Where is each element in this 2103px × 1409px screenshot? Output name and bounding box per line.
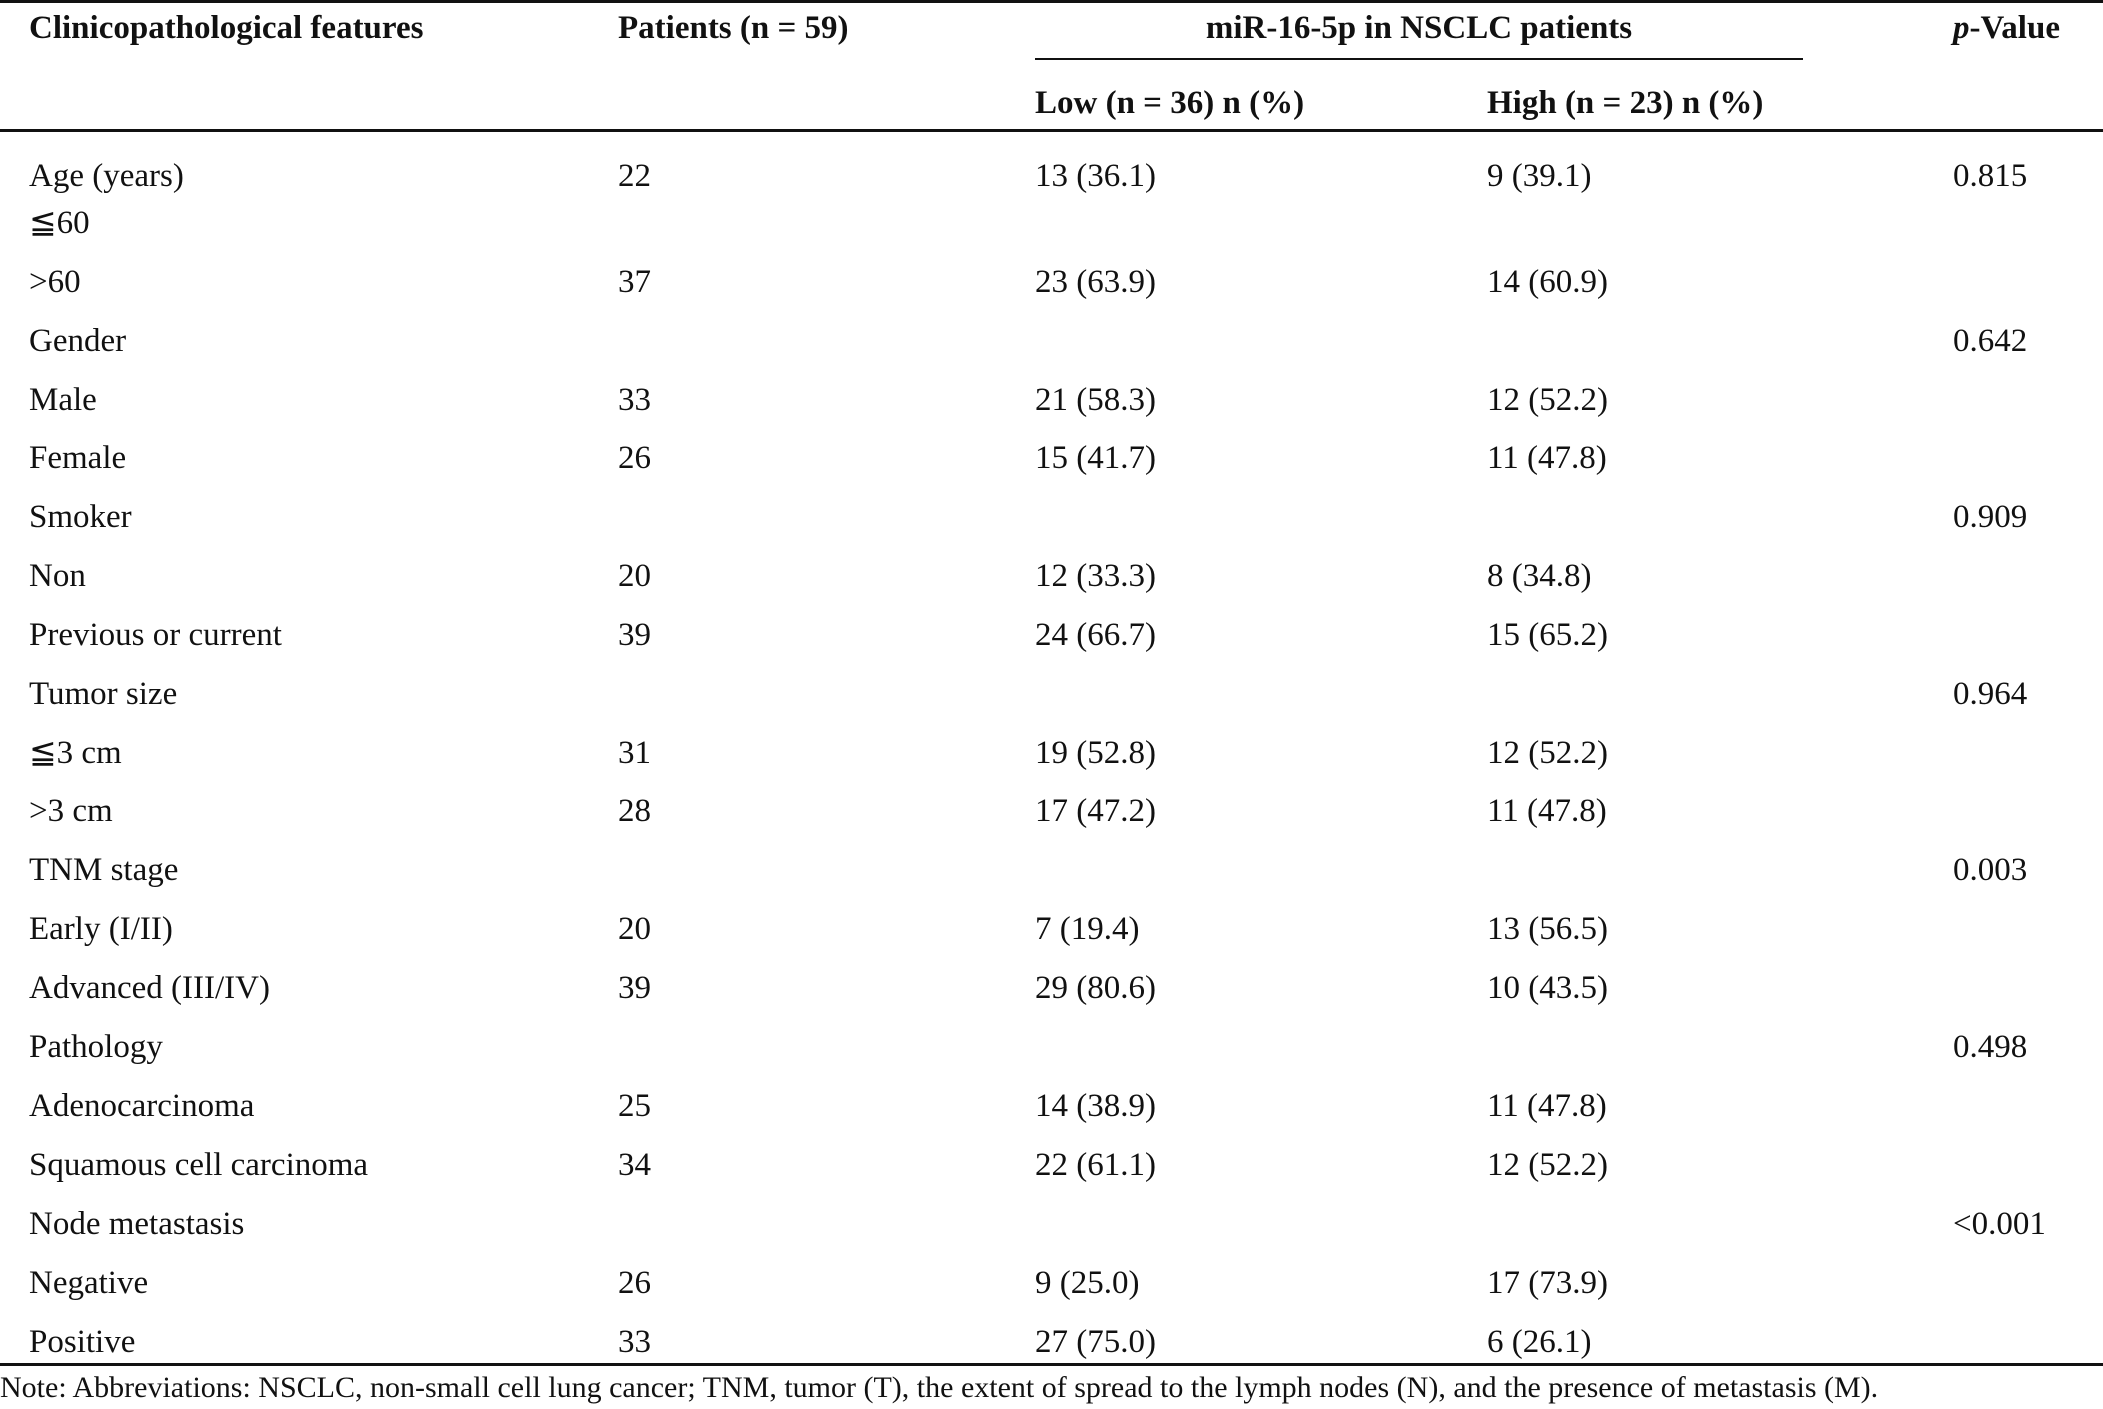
table-note: Note: Abbreviations: NSCLC, non-small cell lung cancer; TNM, tumor (T), the extent of spread to the lymph nodes (N), and the presence of metastasis (M). xyxy=(0,1371,1879,1404)
cell-feature: ≦60 xyxy=(29,205,90,241)
cell-high: 8 (34.8) xyxy=(1487,558,1592,594)
cell-feature: Previous or current xyxy=(29,617,282,653)
cell-feature: Gender xyxy=(29,323,127,359)
cell-high: 12 (52.2) xyxy=(1487,382,1608,418)
table-top-rule xyxy=(0,0,2103,3)
cell-patients: 33 xyxy=(618,1324,651,1360)
cell-patients: 20 xyxy=(618,911,651,947)
cell-low: 9 (25.0) xyxy=(1035,1265,1140,1301)
cell-patients: 39 xyxy=(618,617,651,653)
cell-patients: 34 xyxy=(618,1147,651,1183)
cell-feature: Node metastasis xyxy=(29,1206,245,1242)
cell-patients: 26 xyxy=(618,440,651,476)
cell-pvalue: 0.815 xyxy=(1953,158,2028,194)
cell-feature: Early (I/II) xyxy=(29,911,173,947)
header-pvalue-p: p xyxy=(1953,10,1970,46)
cell-patients: 25 xyxy=(618,1088,651,1124)
cell-high: 9 (39.1) xyxy=(1487,158,1592,194)
cell-high: 6 (26.1) xyxy=(1487,1324,1592,1360)
table-bottom-rule xyxy=(0,1363,2103,1366)
cell-feature: Negative xyxy=(29,1265,149,1301)
cell-feature: Pathology xyxy=(29,1029,163,1065)
header-group-mir16: miR-16-5p in NSCLC patients xyxy=(1205,10,1633,46)
cell-low: 27 (75.0) xyxy=(1035,1324,1156,1360)
header-pvalue-rest: -Value xyxy=(1969,10,2060,46)
cell-pvalue: 0.003 xyxy=(1953,852,2028,888)
cell-high: 10 (43.5) xyxy=(1487,970,1608,1006)
cell-patients: 33 xyxy=(618,382,651,418)
cell-high: 12 (52.2) xyxy=(1487,1147,1608,1183)
cell-low: 23 (63.9) xyxy=(1035,264,1156,300)
cell-feature: Female xyxy=(29,440,127,476)
cell-high: 15 (65.2) xyxy=(1487,617,1608,653)
cell-patients: 31 xyxy=(618,735,651,771)
cell-feature: Age (years) xyxy=(29,158,184,194)
table-header-rule xyxy=(0,129,2103,132)
cell-pvalue: 0.909 xyxy=(1953,499,2028,535)
cell-patients: 37 xyxy=(618,264,651,300)
cell-low: 22 (61.1) xyxy=(1035,1147,1156,1183)
header-pvalue xyxy=(1953,9,2060,47)
cell-feature: Non xyxy=(29,558,86,594)
cell-low: 13 (36.1) xyxy=(1035,158,1156,194)
cell-low: 24 (66.7) xyxy=(1035,617,1156,653)
cell-feature: >60 xyxy=(29,264,81,300)
cell-feature: Smoker xyxy=(29,499,132,535)
header-high: High (n = 23) n (%) xyxy=(1487,85,1764,121)
cell-feature: Advanced (III/IV) xyxy=(29,970,270,1006)
cell-patients: 28 xyxy=(618,793,651,829)
header-patients: Patients (n = 59) xyxy=(618,10,849,46)
cell-high: 11 (47.8) xyxy=(1487,793,1607,829)
cell-feature: Tumor size xyxy=(29,676,178,712)
cell-feature: Male xyxy=(29,382,97,418)
header-low: Low (n = 36) n (%) xyxy=(1035,85,1305,121)
cell-high: 13 (56.5) xyxy=(1487,911,1608,947)
cell-pvalue: <0.001 xyxy=(1953,1206,2046,1242)
cell-feature: Positive xyxy=(29,1324,136,1360)
cell-high: 11 (47.8) xyxy=(1487,1088,1607,1124)
cell-high: 17 (73.9) xyxy=(1487,1265,1608,1301)
cell-low: 7 (19.4) xyxy=(1035,911,1140,947)
cell-feature: Squamous cell carcinoma xyxy=(29,1147,369,1183)
cell-feature: ≦3 cm xyxy=(29,735,122,771)
cell-pvalue: 0.498 xyxy=(1953,1029,2028,1065)
cell-patients: 22 xyxy=(618,158,651,194)
cell-low: 29 (80.6) xyxy=(1035,970,1156,1006)
cell-low: 15 (41.7) xyxy=(1035,440,1156,476)
cell-low: 12 (33.3) xyxy=(1035,558,1156,594)
header-feature: Clinicopathological features xyxy=(29,10,424,46)
cell-low: 19 (52.8) xyxy=(1035,735,1156,771)
cell-high: 12 (52.2) xyxy=(1487,735,1608,771)
cell-patients: 20 xyxy=(618,558,651,594)
cell-pvalue: 0.964 xyxy=(1953,676,2028,712)
header-group-underline xyxy=(1035,58,1803,60)
cell-low: 17 (47.2) xyxy=(1035,793,1156,829)
cell-feature: Adenocarcinoma xyxy=(29,1088,255,1124)
cell-pvalue: 0.642 xyxy=(1953,323,2028,359)
cell-feature: >3 cm xyxy=(29,793,113,829)
cell-feature: TNM stage xyxy=(29,852,179,888)
cell-patients: 39 xyxy=(618,970,651,1006)
cell-low: 21 (58.3) xyxy=(1035,382,1156,418)
cell-low: 14 (38.9) xyxy=(1035,1088,1156,1124)
cell-high: 11 (47.8) xyxy=(1487,440,1607,476)
cell-patients: 26 xyxy=(618,1265,651,1301)
cell-high: 14 (60.9) xyxy=(1487,264,1608,300)
